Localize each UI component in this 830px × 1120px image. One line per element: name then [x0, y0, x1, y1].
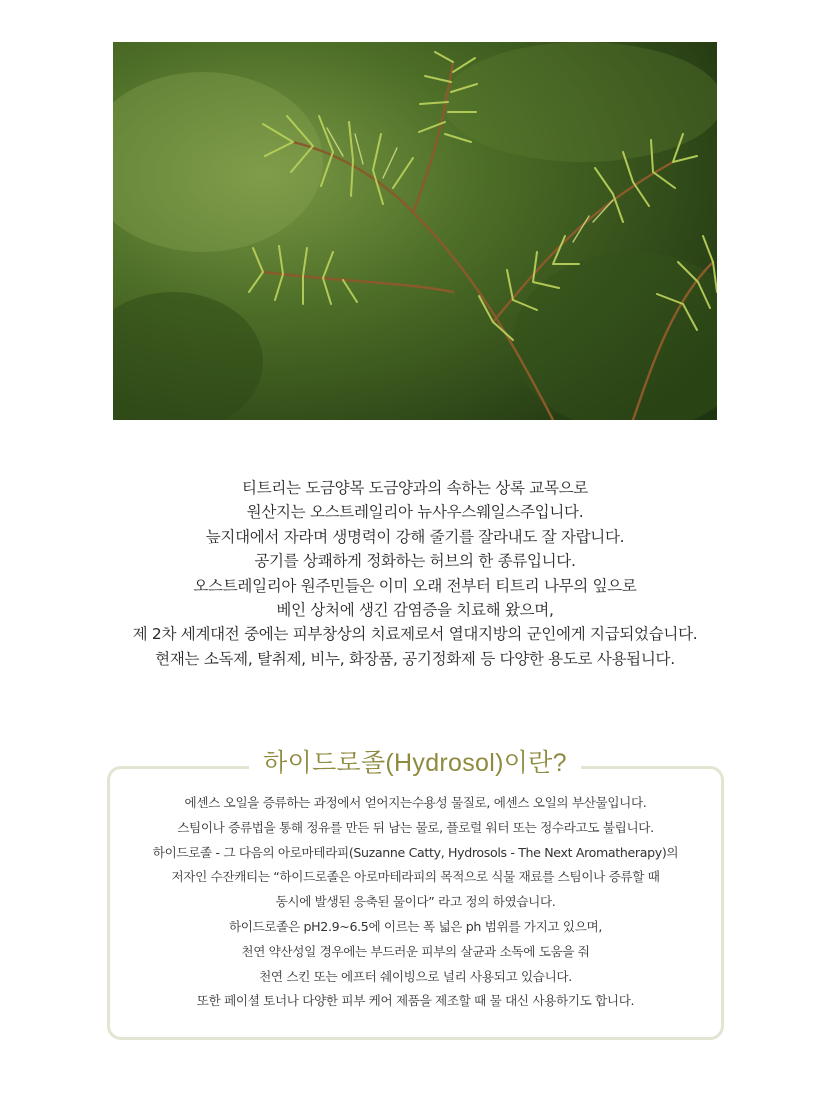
hydrosol-line: 천연 약산성일 경우에는 부드러운 피부의 살균과 소독에 도움을 줘: [241, 943, 590, 959]
intro-line: 현재는 소독제, 탈취제, 비누, 화장품, 공기정화제 등 다양한 용도로 사용됩니다.: [155, 649, 675, 668]
intro-line: 공기를 상쾌하게 정화하는 허브의 한 종류입니다.: [254, 552, 576, 571]
hydrosol-title-wrap: [0, 744, 830, 782]
intro-line: 베인 상처에 생긴 감염증을 치료해 왔으며,: [276, 601, 554, 620]
hydrosol-line: 저자인 수잔캐티는 “하이드로졸은 아로마테라피의 목적으로 식물 재료를 스팀이나 증류할 때: [171, 869, 660, 885]
hydrosol-line: 하이드로졸은 pH2.9~6.5에 이르는 폭 넓은 ph 범위를 가지고 있으며,: [228, 918, 603, 934]
hydrosol-line: 하이드로졸 - 그 다음의 아로마테라피(Suzanne Catty, Hydrosols - The Next Aromatherapy)의: [152, 844, 679, 860]
intro-line: 원산지는 오스트레일리아 뉴사우스웨일스주입니다.: [246, 503, 584, 522]
tea-tree-description: [60, 476, 770, 671]
hydrosol-line: 스팀이나 증류법을 통해 정유를 만든 뒤 남는 물로, 플로럴 워터 또는 정수라고도 불립니다.: [177, 819, 654, 835]
hydrosol-description: [110, 791, 721, 1014]
hydrosol-line: 동시에 발생된 응축된 물이다” 라고 정의 하였습니다.: [275, 894, 556, 910]
hydrosol-title: 하이드로졸(Hydrosol)이란?: [249, 744, 581, 782]
hydrosol-line: 천연 스킨 또는 에프터 쉐이빙으로 널리 사용되고 있습니다.: [259, 968, 572, 984]
intro-line: 제 2차 세계대전 중에는 피부창상의 치료제로서 열대지방의 군인에게 지급되었습니다.: [132, 625, 698, 644]
tea-tree-branch-illustration: [113, 42, 717, 420]
intro-line: 늪지대에서 자라며 생명력이 강해 줄기를 잘라내도 잘 자랍니다.: [205, 527, 625, 546]
intro-line: 티트리는 도금양목 도금양과의 속하는 상록 교목으로: [242, 479, 588, 497]
hydrosol-line: 또한 페이셜 토너나 다양한 피부 케어 제품을 제조할 때 물 대신 사용하기도 합니다.: [196, 993, 635, 1009]
intro-line: 오스트레일리아 원주민들은 이미 오래 전부터 티트리 나무의 잎으로: [193, 576, 637, 595]
tea-tree-photo: [113, 42, 717, 420]
hydrosol-line: 에센스 오일을 증류하는 과정에서 얻어지는수용성 물질로, 에센스 오일의 부산물입니다.: [184, 795, 647, 810]
